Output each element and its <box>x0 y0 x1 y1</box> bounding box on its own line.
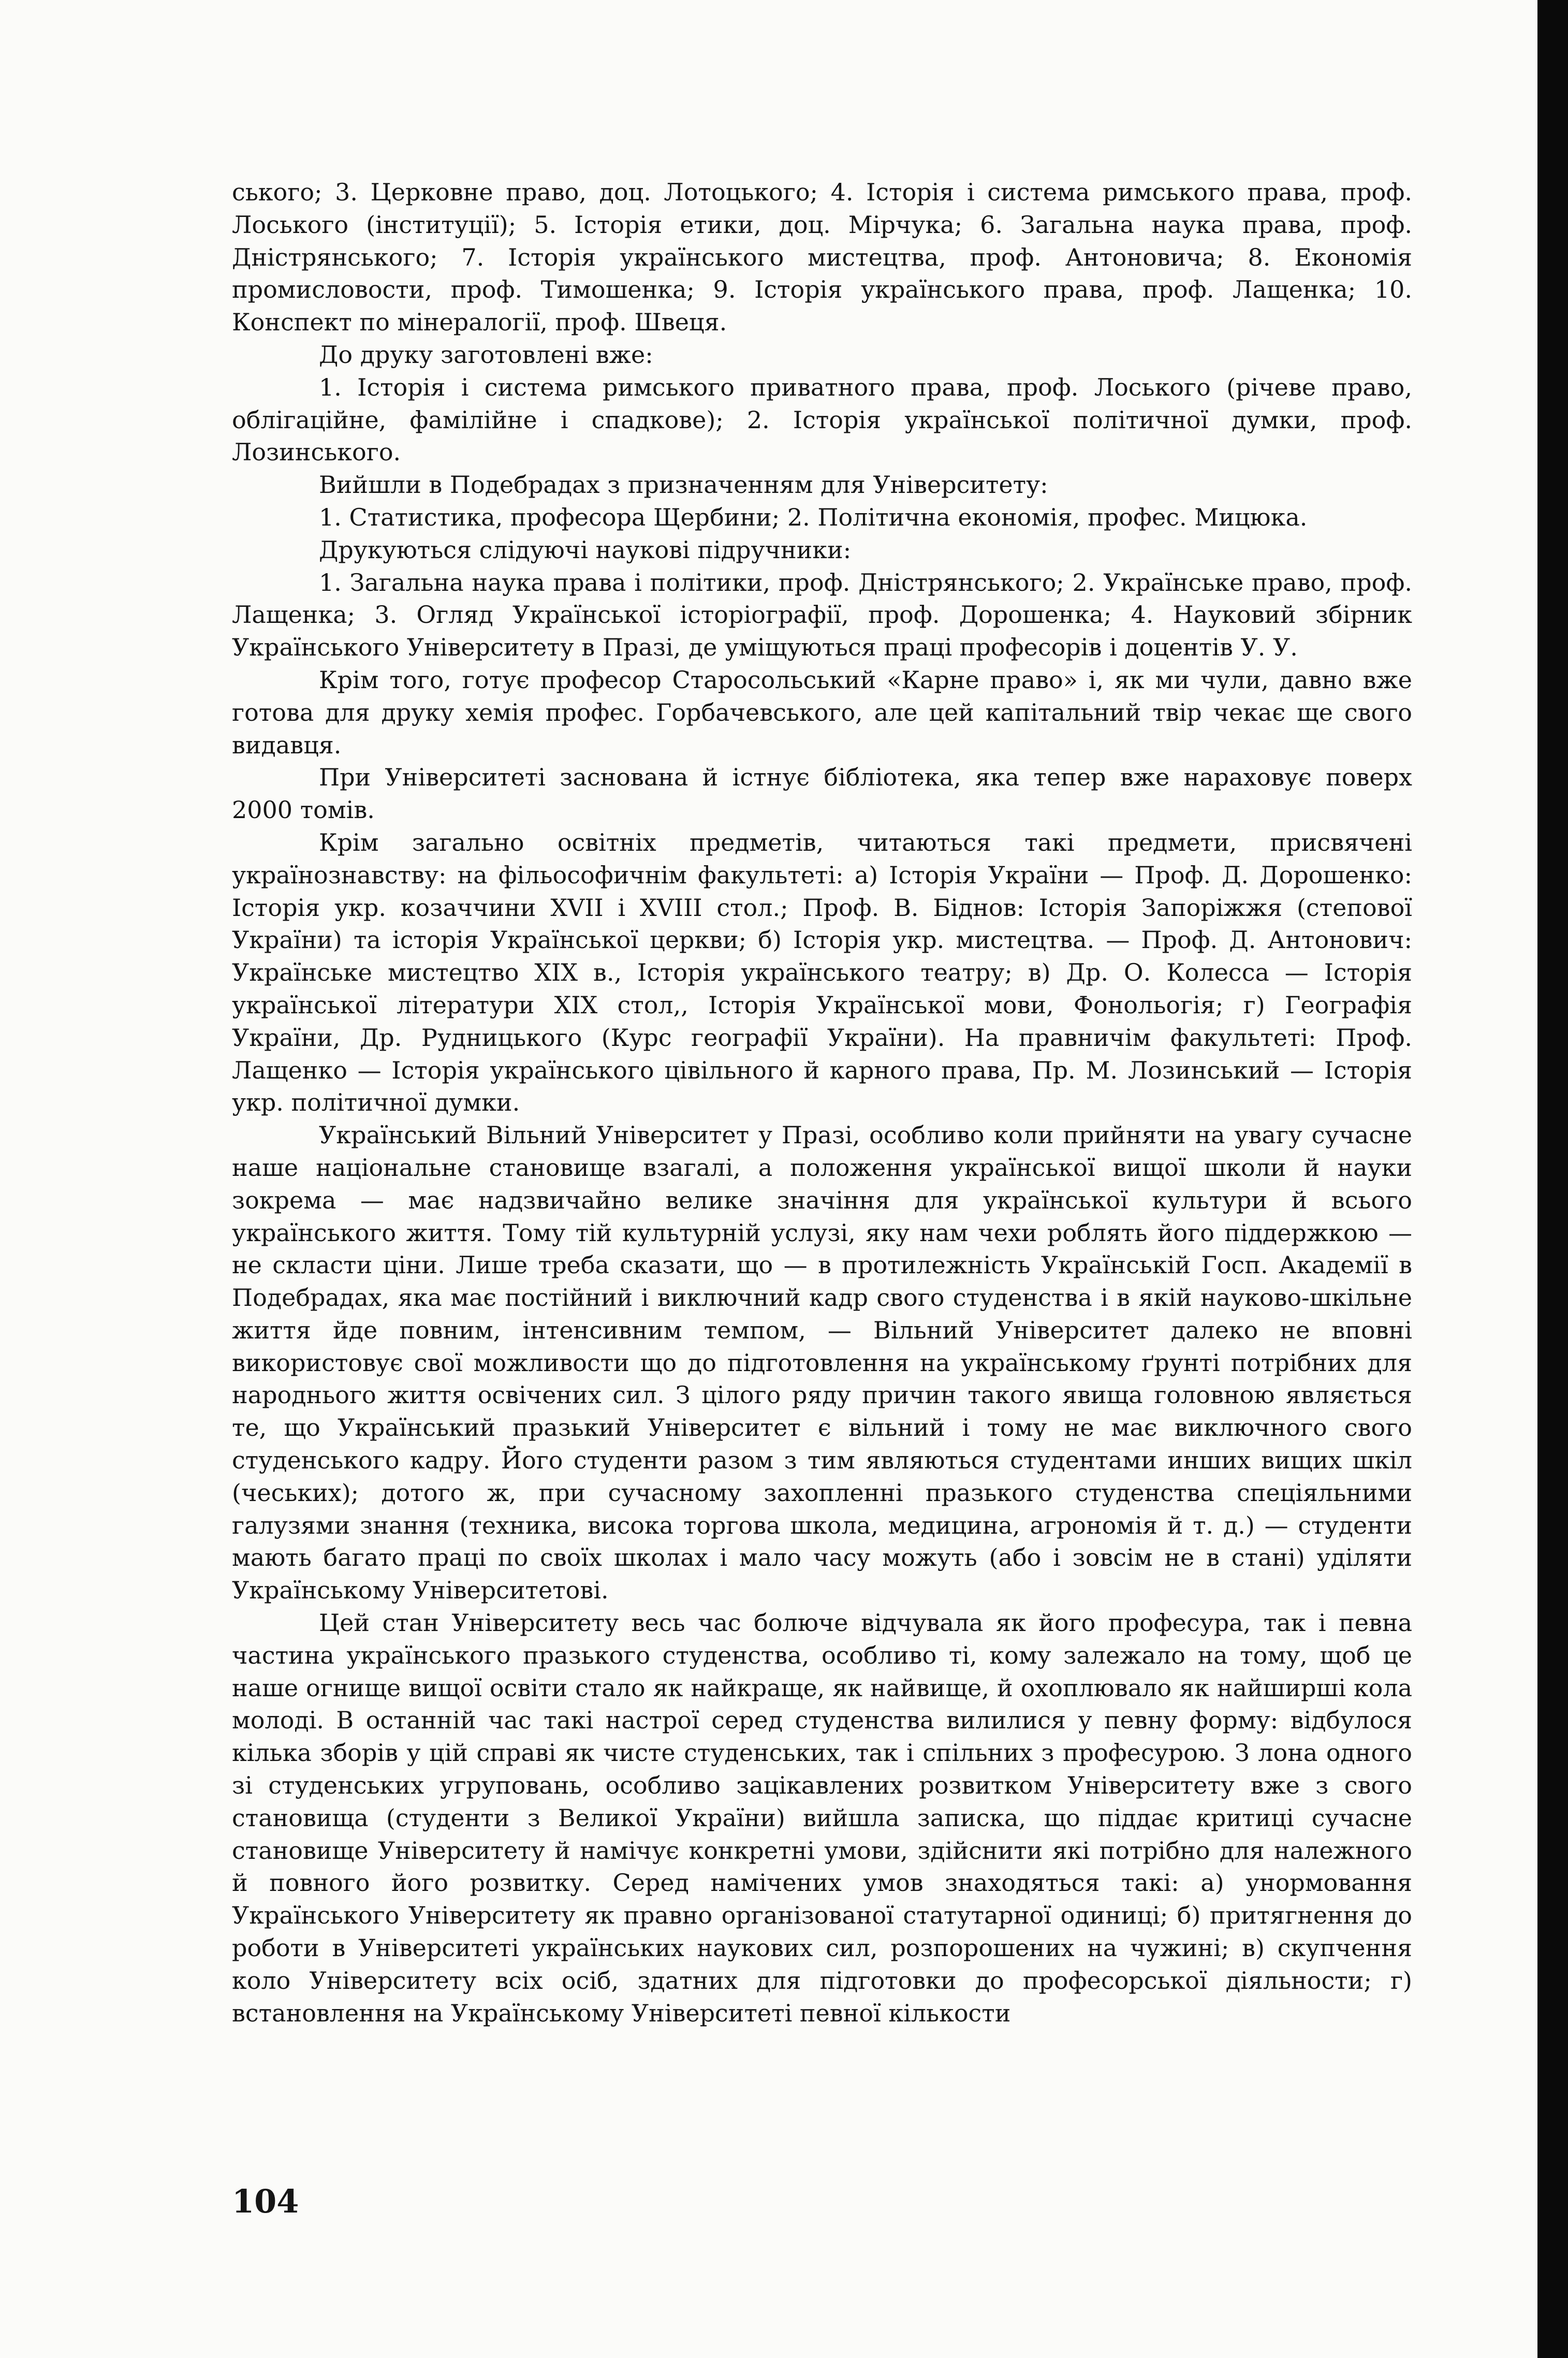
page-number: 104 <box>232 2182 299 2220</box>
paragraph: Український Вільний Університет у Празі, особливо коли прийняти на увагу сучасне наше національне становище взагалі, а положення української вищої школи й науки зокрема — має надзвичайно велике значіння для української культури й всього українського життя. Тому тій культурній услузі, яку нам чехи роблять його піддержкою — не скласти ціни. Лише треба сказати, що — в протилежність Українській Госп. Академії в Подебрадах, яка має постійний і виключний кадр свого студенства і в якій науково-шкільне життя йде повним, інтенсивним темпом, — Вільний Університет далеко не вповні використовує свої можливости що до підготовлення на українському ґрунті потрібних для народнього життя освічених сил. З цілого ряду причин такого явища головною являється те, що Український празький Університет є вільний і тому не має виключного свого студенського кадру. Його студенти разом з тим являються студентами инших вищих шкіл (чеських); дотого ж, при сучасному захопленні празького студенства спеціяльними галузями знання (техника, висока торгова школа, медицина, агрономія й т. д.) — студенти мають багато праці по своїх школах і мало часу можуть (або і зовсім не в стані) уділяти Українському Університетові. <box>232 1121 1412 1605</box>
scan-border <box>1537 0 1568 2358</box>
paragraph: При Університеті заснована й істнує бібліотека, яка тепер вже нараховує поверх 2000 томів. <box>232 763 1412 824</box>
paragraph: 1. Статистика, професора Щербини; 2. Політична економія, профес. Мицюка. <box>319 503 1308 531</box>
body-text <box>232 176 1412 2029</box>
paragraph: 1. Загальна наука права і політики, проф. Дністрянського; 2. Українське право, проф. Лащенка; 3. Огляд Української історіографії, проф. Дорошенка; 4. Науковий збірник Українського Університету в Празі, де уміщуються праці професорів і доцентів У. У. <box>232 568 1412 662</box>
paragraph: Крім загально освітніх предметів, читаються такі предмети, присвячені українознавству: на фільософичнім факультеті: а) Історія України — Проф. Д. Дорошенко: Історія укр. козаччини XVII і XVIII стол.; Проф. В. Біднов: Історія Запоріжжя (степової України) та історія Української церкви; б) Історія укр. мистецтва. — Проф. Д. Антонович: Українське мистецтво XIX в., Історія українського театру; в) Др. О. Колесса — Історія української літератури XIX стол,, Історія Української мови, Фонольогія; г) Географія України, Др. Рудницького (Курс географії України). На правничім факультеті: Проф. Лащенко — Історія українського цівільного й карного права, Пр. М. Лозинський — Історія укр. політичної думки. <box>232 828 1412 1117</box>
paragraph: Вийшли в Подебрадах з призначенням для Університету: <box>319 471 1048 499</box>
paragraph: До друку заготовлені вже: <box>319 340 653 369</box>
paragraph: ського; 3. Церковне право, доц. Лотоцького; 4. Історія і система римського права, проф. Лоського (інституції); 5. Історія етики, доц. Мірчука; 6. Загальна наука права, проф. Дністрянського; 7. Історія українського мистецтва, проф. Антоновича; 8. Економія промисловости, проф. Тимошенка; 9. Історія українського права, проф. Лащенка; 10. Конспект по мінералогії, проф. Швеця. <box>232 178 1412 337</box>
paragraph: 1. Історія і система римського приватного права, проф. Лоського (річеве право, облігаційне, фамілійне і спадкове); 2. Історія української політичної думки, проф. Лозинського. <box>232 373 1412 467</box>
paragraph: Цей стан Університету весь час болюче відчувала як його професура, так і певна частина українського празького студенства, особливо ті, кому залежало на тому, щоб це наше огнище вищої освіти стало як найкраще, як найвище, й охоплювало як найширші кола молоді. В останній час такі настрої серед студенства вилилися у певну форму: відбулося кілька зборів у цій справі як чисте студенських, так і спільних з професурою. З лона одного зі студенських угруповань, особливо зацікавлених розвитком Університету вже з свого становища (студенти з Великої України) вийшла записка, що піддає критиці сучасне становище Університету й намічує конкретні умови, здійснити які потрібно для належного й повного його розвитку. Серед намічених умов знаходяться такі: а) унормовання Українського Університету як правно організованої статутарної одиниці; б) притягнення до роботи в Університеті українських наукових сил, розпорошених на чужині; в) скупчення коло Університету всіх осіб, здатних для підготовки до професорської діяльности; г) встановлення на Українському Університеті певної кількости <box>232 1609 1412 2027</box>
paragraph: Друкуються слідуючі наукові підручники: <box>319 535 852 564</box>
paragraph: Крім того, готує професор Старосольський «Карне право» і, як ми чули, давно вже готова для друку хемія профес. Горбачевського, але цей капітальний твір чекає ще свого видавця. <box>232 665 1412 759</box>
